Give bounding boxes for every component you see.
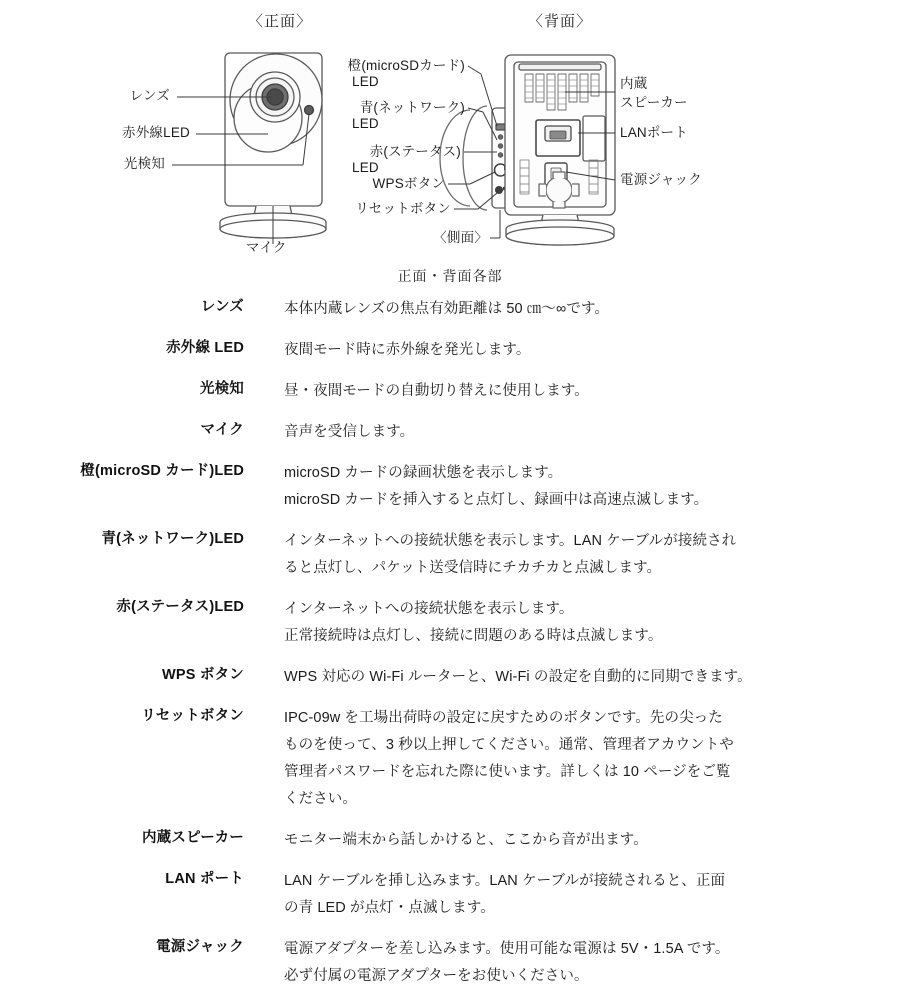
diagram-label-network-led-line2: LED [352, 116, 379, 131]
spec-description-line: モニター端末から話しかけると、ここから音が出ます。 [284, 832, 648, 848]
spec-description [244, 528, 900, 582]
diagram-label-side-view: 〈側面〉 [433, 230, 488, 245]
diagram-label-lan-port: LANポート [620, 125, 688, 140]
spec-description-line: インターネットへの接続状態を表示します。 [284, 601, 574, 617]
diagram-label-power-jack: 電源ジャック [620, 172, 702, 187]
spec-term: 赤(ステータス)LED [116, 599, 244, 615]
spec-row [0, 337, 900, 364]
diagram-label-microphone: マイク [246, 240, 287, 255]
parts-description-list [0, 296, 900, 1004]
spec-term: 内蔵スピーカー [141, 830, 244, 846]
spec-description [244, 378, 900, 405]
spec-description-line: 夜間モード時に赤外線を発光します。 [284, 342, 531, 358]
spec-term: LAN ポート [165, 871, 244, 887]
spec-description-line: WPS 対応の Wi-Fi ルーターと、Wi-Fi の設定を自動的に同期できます。 [284, 669, 752, 685]
diagram-label-builtin-speaker-line1: 内蔵 [620, 76, 648, 91]
spec-row [0, 868, 900, 922]
spec-description-line: 正常接続時は点灯し、接続に問題のある時は点滅します。 [284, 628, 663, 644]
spec-term: 光検知 [199, 381, 244, 397]
spec-description-line: ると点灯し、パケット送受信時にチカチカと点滅します。 [284, 560, 662, 576]
spec-term: マイク [200, 422, 244, 438]
spec-description-line: ください。 [284, 791, 357, 807]
spec-description-line: microSD カードを挿入すると点灯し、録画中は高速点滅します。 [284, 492, 709, 508]
spec-row [0, 296, 900, 323]
front-view-title: 〈正面〉 [248, 13, 313, 30]
spec-description-line: 音声を受信します。 [284, 424, 415, 440]
diagram-label-microsd-led-line2: LED [352, 74, 379, 89]
spec-description-line: 昼・夜間モードの自動切り替えに使用します。 [284, 383, 589, 399]
diagram-label-network-led-line1: 青(ネットワーク) [359, 100, 465, 115]
diagram-label-ir-led: 赤外線LED [122, 125, 190, 140]
spec-description [244, 868, 900, 922]
spec-term: リセットボタン [141, 708, 244, 724]
diagram-label-reset-button: リセットボタン [355, 201, 451, 216]
spec-term: 青(ネットワーク)LED [101, 531, 244, 547]
diagram-label-status-led-line2: LED [352, 160, 379, 175]
spec-row [0, 596, 900, 650]
spec-row [0, 664, 900, 691]
spec-description [244, 419, 900, 446]
spec-description-line: インターネットへの接続状態を表示します。LAN ケーブルが接続され [284, 533, 737, 549]
diagram-label-lens: レンズ [129, 88, 170, 103]
spec-term: 赤外線 LED [166, 340, 244, 356]
spec-description-line: 本体内蔵レンズの焦点有効距離は 50 ㎝〜∞です。 [284, 301, 610, 317]
diagram-caption: 正面・背面各部 [397, 268, 503, 284]
spec-term: WPS ボタン [162, 667, 244, 683]
spec-row [0, 936, 900, 990]
spec-description [244, 705, 900, 813]
spec-description-line: LAN ケーブルを挿し込みます。LAN ケーブルが接続されると、正面 [284, 873, 726, 889]
spec-description [244, 596, 900, 650]
spec-term: レンズ [200, 299, 244, 315]
spec-description-line: 管理者パスワードを忘れた際に使います。詳しくは 10 ページをご覧 [284, 764, 731, 780]
spec-row [0, 827, 900, 854]
diagram-label-status-led-line1: 赤(ステータス) [369, 144, 461, 159]
spec-description-line: の青 LED が点灯・点滅します。 [284, 900, 495, 916]
diagram-label-light-detection: 光検知 [123, 156, 165, 171]
parts-diagram [0, 0, 900, 290]
spec-description [244, 296, 900, 323]
diagram-label-microsd-led-line1: 橙(microSDカード) [347, 58, 465, 73]
spec-row [0, 460, 900, 514]
spec-row [0, 378, 900, 405]
spec-description-line: 必ず付属の電源アダプターをお使いください。 [284, 968, 589, 984]
spec-description [244, 936, 900, 990]
diagram-label-wps-button: WPSボタン [372, 176, 445, 191]
spec-description [244, 460, 900, 514]
spec-description [244, 337, 900, 364]
spec-term: 橙(microSD カード)LED [80, 463, 244, 479]
spec-description-line: microSD カードの録画状態を表示します。 [284, 465, 563, 481]
rear-view-title: 〈背面〉 [528, 13, 593, 30]
spec-row [0, 705, 900, 813]
spec-row [0, 419, 900, 446]
spec-row [0, 528, 900, 582]
spec-description-line: ものを使って、3 秒以上押してください。通常、管理者アカウントや [284, 737, 734, 753]
spec-description-line: IPC-09w を工場出荷時の設定に戻すためのボタンです。先の尖った [284, 710, 723, 726]
diagram-label-builtin-speaker-line2: スピーカー [620, 95, 688, 110]
spec-term: 電源ジャック [156, 939, 244, 955]
spec-description [244, 827, 900, 854]
spec-description [244, 664, 900, 691]
spec-description-line: 電源アダプターを差し込みます。使用可能な電源は 5V・1.5A です。 [284, 941, 730, 957]
